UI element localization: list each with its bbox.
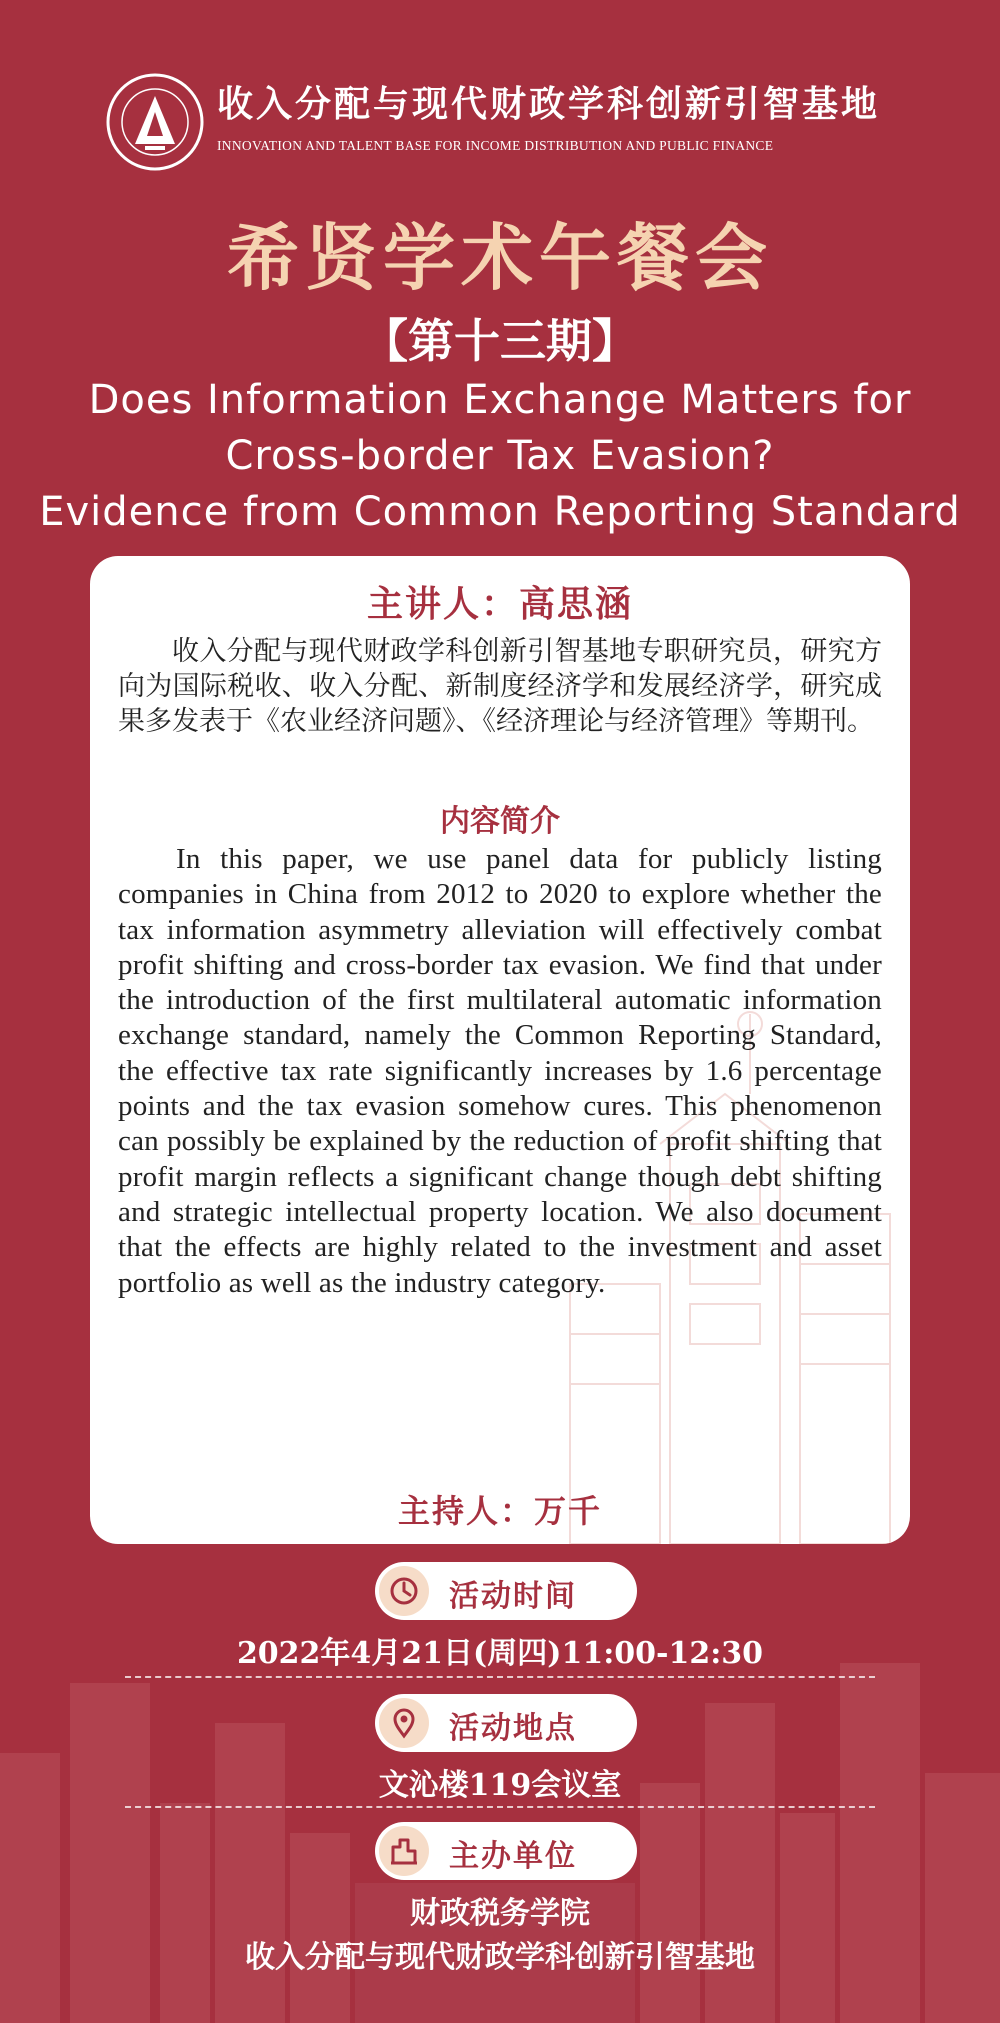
- organizer-name: 财政税务学院: [410, 1896, 590, 1931]
- clock-icon: [388, 1575, 420, 1607]
- paper-title-line: Does Information Exchange Matters for: [88, 377, 912, 423]
- time-label: 活动时间: [449, 1579, 577, 1614]
- organizer-name: 收入分配与现代财政学科创新引智基地: [245, 1940, 755, 1975]
- divider: [125, 1806, 875, 1808]
- building-icon: [388, 1835, 420, 1867]
- university-seal-icon: [105, 72, 205, 172]
- paper-title: [0, 372, 1000, 540]
- content-card: [90, 556, 910, 1544]
- organizer-pill: [375, 1822, 637, 1880]
- event-title: 希贤学术午餐会: [226, 215, 773, 300]
- paper-title-line: Cross-border Tax Evasion?: [225, 433, 775, 479]
- issue-number: 【第十三期】: [362, 314, 638, 368]
- host: 主持人：万千: [397, 1492, 602, 1530]
- paper-title-line: Evidence from Common Reporting Standard: [39, 489, 961, 535]
- location-pin-icon: [388, 1707, 420, 1739]
- org-name-cn: 收入分配与现代财政学科创新引智基地: [217, 83, 881, 125]
- divider: [125, 1676, 875, 1678]
- org-name-en: INNOVATION AND TALENT BASE FOR INCOME DISTRIBUTION AND PUBLIC FINANCE: [217, 138, 774, 153]
- place-label: 活动地点: [449, 1711, 577, 1746]
- abstract-text: In this paper, we use panel data for publicly listing companies in China from 2012 to 2020 to explore whether the tax information asymmetry alleviation will effectively combat profit shifting and cross-border tax evasion. We find that under the introduction of the first multilateral automatic information exchange standard, namely the Common Reporting Standard, the effective tax rate significantly increases by 1.6 percentage points and the tax evasion somehow cures. This phenomenon can possibly be explained by the reduction of profit shifting that profit margin reflects a significant change though debt shifting and strategic intellectual property location. We also document that the effects are highly related to the investment and asset portfolio as well as the industry category.: [118, 843, 882, 1299]
- speaker: 主讲人：高思涵: [366, 583, 633, 625]
- place-pill: [375, 1694, 637, 1752]
- event-place: 文沁楼119会议室: [378, 1768, 622, 1803]
- time-pill: [375, 1562, 637, 1620]
- abstract-heading: 内容简介: [440, 804, 560, 839]
- organizer-label: 主办单位: [449, 1839, 577, 1874]
- event-time: 2022年4月21日(周四)11:00-12:30: [236, 1636, 764, 1671]
- speaker-bio: 收入分配与现代财政学科创新引智基地专职研究员，研究方向为国际税收、收入分配、新制度经济学和发展经济学，研究成果多发表于《农业经济问题》、《经济理论与经济管理》等期刊。: [118, 636, 882, 737]
- header: [105, 72, 905, 172]
